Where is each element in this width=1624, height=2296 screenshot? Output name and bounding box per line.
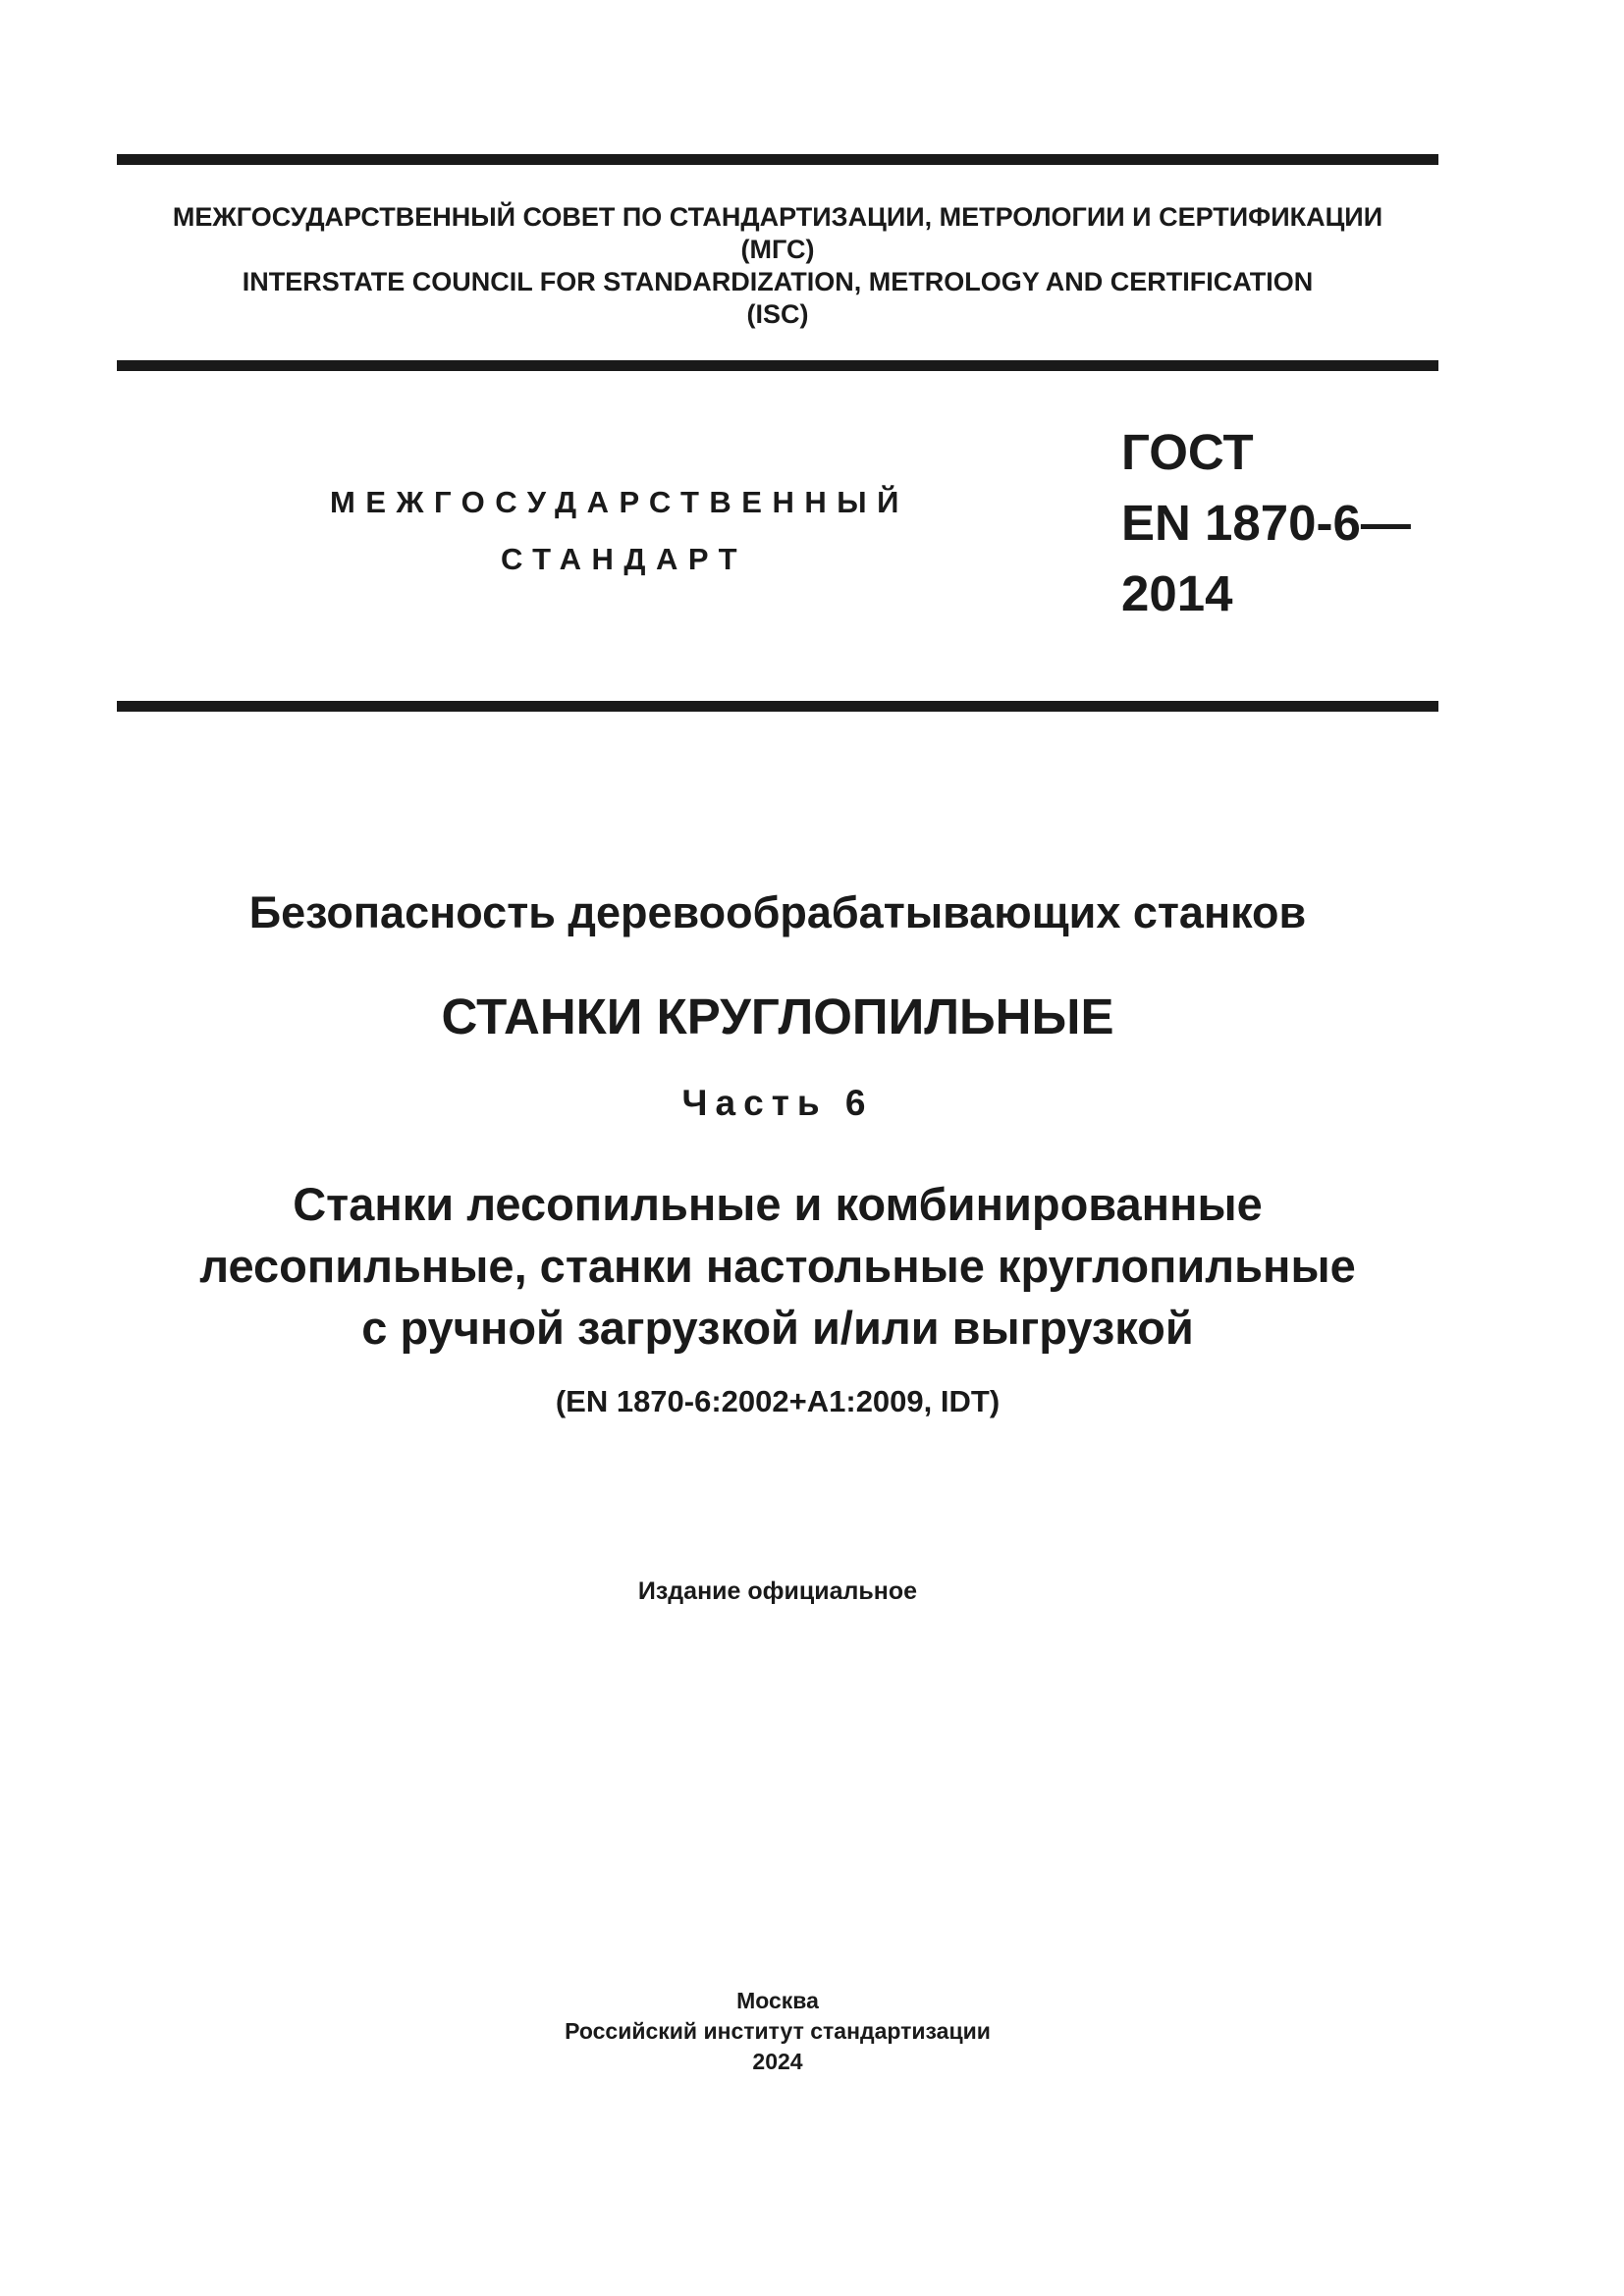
imprint xyxy=(117,1986,1438,2077)
standard-designation xyxy=(1121,417,1411,629)
identity-reference: (EN 1870-6:2002+A1:2009, IDT) xyxy=(555,1384,1001,1418)
standard-kind-line2: СТАНДАРТ xyxy=(501,542,748,576)
top-rule xyxy=(117,154,1438,165)
designation-line3: 2014 xyxy=(1121,565,1233,621)
desc-line3: с ручной загрузкой и/или выгрузкой xyxy=(361,1302,1194,1354)
desc-line1: Станки лесопильные и комбинированные xyxy=(293,1178,1263,1230)
designation-line2: EN 1870-6— xyxy=(1121,495,1411,551)
imprint-publisher: Российский институт стандартизации xyxy=(565,2018,991,2044)
council-abbr-ru: (МГС) xyxy=(740,235,815,264)
standard-kind-line1: МЕЖГОСУДАРСТВЕННЫЙ xyxy=(330,485,909,519)
council-name-ru: МЕЖГОСУДАРСТВЕННЫЙ СОВЕТ ПО СТАНДАРТИЗАЦИИ, МЕТРОЛОГИИ И СЕРТИФИКАЦИИ xyxy=(172,202,1383,232)
designation-bottom-rule xyxy=(117,701,1438,712)
council-name-en: INTERSTATE COUNCIL FOR STANDARDIZATION, METROLOGY AND CERTIFICATION xyxy=(242,267,1314,296)
council-abbr-en: (ISC) xyxy=(746,299,809,329)
designation-line1: ГОСТ xyxy=(1121,424,1254,480)
imprint-city: Москва xyxy=(736,1988,819,2013)
council-header xyxy=(117,201,1438,331)
header-bottom-rule xyxy=(117,360,1438,371)
document-title-desc xyxy=(117,1173,1438,1359)
imprint-year: 2024 xyxy=(752,2049,803,2074)
document-title-main: Безопасность деревообрабатывающих станков xyxy=(248,887,1307,937)
document-part: Часть 6 xyxy=(681,1083,874,1123)
edition-label: Издание официальное xyxy=(637,1577,918,1605)
desc-line2: лесопильные, станки настольные круглопильные xyxy=(199,1240,1356,1292)
document-title-sub: СТАНКИ КРУГЛОПИЛЬНЫЕ xyxy=(441,988,1114,1044)
